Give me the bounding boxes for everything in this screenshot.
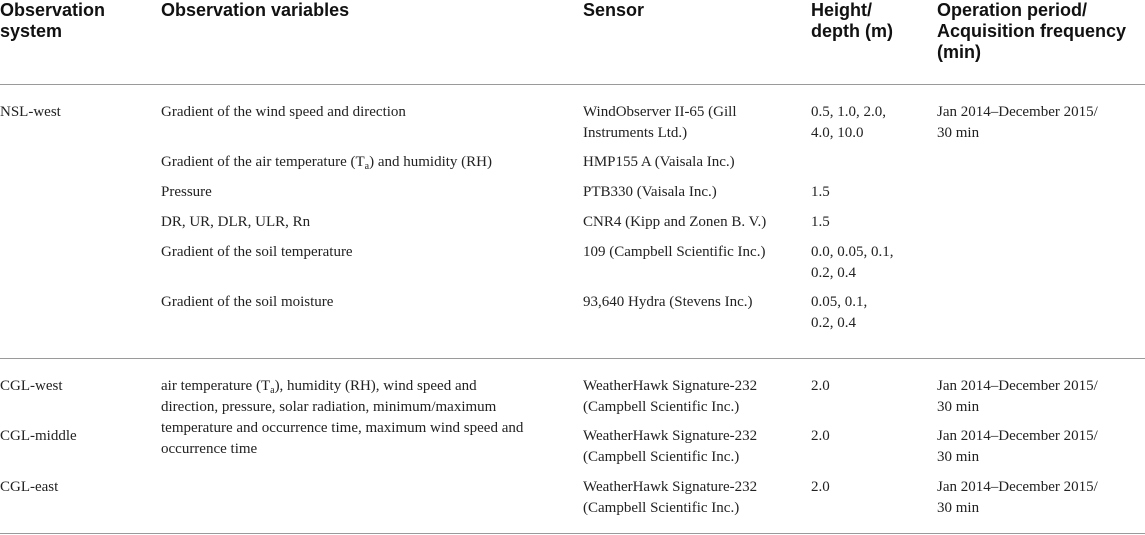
group-divider [0,358,1145,359]
variable-text: Gradient of the air temperature (T [161,154,365,170]
sensor-line: WeatherHawk Signature-232 [583,479,758,495]
sensor-cell: PTB330 (Vaisala Inc.) [583,184,717,200]
system-cell: CGL-middle [0,428,77,444]
period-cell [937,426,1098,468]
variable-cell: Gradient of the wind speed and direction [161,104,406,120]
variable-line: occurrence time [161,441,258,457]
system-cell: CGL-west [0,378,63,394]
sensor-line: (Campbell Scientific Inc.) [583,449,740,465]
sensor-cell: HMP155 A (Vaisala Inc.) [583,154,735,170]
sensor-line: WeatherHawk Signature-232 [583,378,758,394]
system-cell: CGL-east [0,479,59,495]
sensor-cell [583,426,757,468]
header-text: depth (m) [811,21,893,41]
header-text: Sensor [583,0,645,20]
variable-cell: DR, UR, DLR, ULR, Rn [161,214,311,230]
period-line: 30 min [937,500,980,516]
height-cell [811,102,886,144]
table-bottom-rule [0,533,1145,534]
variable-text: ) and humidity (RH) [369,154,493,170]
height-cell: 2.0 [811,428,830,444]
sensor-cell: CNR4 (Kipp and Zonen B. V.) [583,214,767,230]
header-operation-period [937,0,1126,63]
height-cell: 1.5 [811,184,830,200]
height-cell [811,292,867,334]
sensor-cell: 93,640 Hydra (Stevens Inc.) [583,294,753,310]
height-cell: 1.5 [811,214,830,230]
subscript: a [364,161,370,172]
subscript: a [270,385,275,396]
sensor-cell: 109 (Campbell Scientific Inc.) [583,244,766,260]
height-line: 0.2, 0.4 [811,315,856,331]
cgl-variables-cell [161,376,523,460]
variable-text: air temperature (T [161,378,271,394]
height-line: 0.05, 0.1, [811,294,868,310]
height-line: 4.0, 10.0 [811,125,864,141]
sensor-line: WindObserver II-65 (Gill [583,104,737,120]
header-text: Operation period/ [937,0,1088,20]
height-line: 0.0, 0.05, 0.1, [811,244,894,260]
period-cell [937,477,1098,519]
header-observation-variables [161,0,349,21]
height-cell: 2.0 [811,378,830,394]
header-observation-system [0,0,105,42]
sensor-line: Instruments Ltd.) [583,125,688,141]
header-text: (min) [937,42,981,62]
height-cell [811,242,894,284]
header-text: system [0,21,63,41]
height-line: 0.5, 1.0, 2.0, [811,104,886,120]
system-nsl-west: NSL-west [0,104,61,120]
variable-line: temperature and occurrence time, maximum wind speed and [161,420,524,436]
period-line: 30 min [937,125,980,141]
period-line: Jan 2014–December 2015/ [937,428,1098,444]
variable-cell: Gradient of the soil temperature [161,244,353,260]
variable-line: direction, pressure, solar radiation, minimum/maximum [161,399,497,415]
period-cell [937,376,1098,418]
sensor-line: (Campbell Scientific Inc.) [583,399,740,415]
header-text: Observation variables [161,0,350,20]
sensor-cell [583,376,757,418]
height-cell: 2.0 [811,479,830,495]
period-cell [937,102,1098,144]
header-text: Height/ [811,0,872,20]
header-divider [0,84,1145,85]
variable-cell: Gradient of the soil moisture [161,294,334,310]
sensor-cell [583,102,737,144]
header-text: Observation [0,0,106,20]
sensor-line: (Campbell Scientific Inc.) [583,500,740,516]
header-text: Acquisition frequency [937,21,1127,41]
header-height-depth [811,0,893,42]
variable-text: ), humidity (RH), wind speed and [274,378,477,394]
sensor-line: WeatherHawk Signature-232 [583,428,758,444]
variable-line [161,376,523,397]
period-line: Jan 2014–December 2015/ [937,479,1098,495]
period-line: 30 min [937,449,980,465]
variable-cell [161,152,492,173]
variable-cell: Pressure [161,184,212,200]
header-sensor [583,0,644,21]
period-line: 30 min [937,399,980,415]
period-line: Jan 2014–December 2015/ [937,378,1098,394]
sensor-cell [583,477,757,519]
height-line: 0.2, 0.4 [811,265,856,281]
period-line: Jan 2014–December 2015/ [937,104,1098,120]
